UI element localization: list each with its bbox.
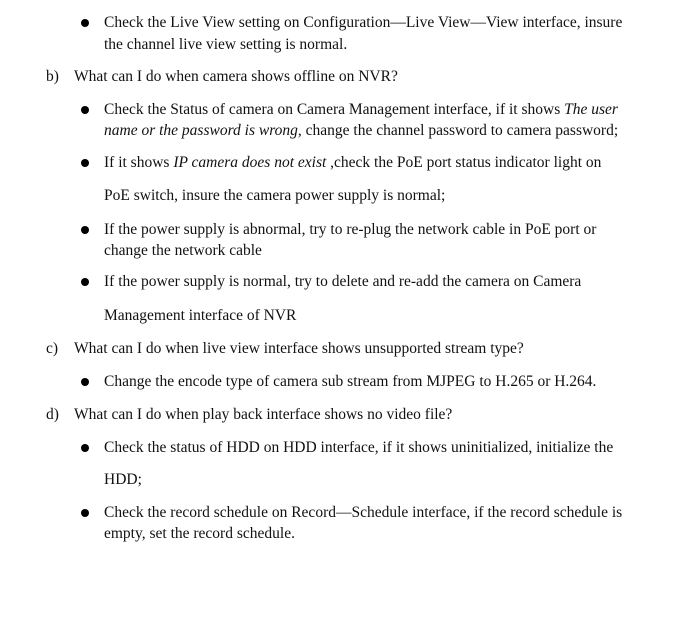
text-run: If it shows: [104, 154, 174, 171]
bullet-icon: [81, 378, 89, 386]
list-item-text: If the power supply is normal, try to delete and re-add the camera on Camera: [104, 273, 582, 290]
bullet-icon: [81, 19, 89, 27]
list-item-text: [104, 121, 618, 141]
list-item-text: Change the encode type of camera sub stream from MJPEG to H.265 or H.264.: [104, 373, 597, 390]
list-item-text: [104, 100, 618, 120]
list-item-text: Check the record schedule on Record—Schedule interface, if the record schedule is: [104, 504, 623, 521]
emphasis-text: name or the password is wrong,: [104, 122, 302, 139]
list-item-text: If the power supply is abnormal, try to re-plug the network cable in PoE port or: [104, 221, 597, 238]
text-run: ,check the PoE port status indicator light on: [326, 154, 602, 171]
section-label: d): [46, 406, 59, 423]
section-label: c): [46, 340, 59, 357]
list-item-text: Check the status of HDD on HDD interface, if it shows uninitialized, initialize the: [104, 439, 614, 456]
list-item-text: change the network cable: [104, 242, 262, 259]
list-item-text: empty, set the record schedule.: [104, 525, 295, 542]
list-item-text: Management interface of NVR: [104, 307, 297, 324]
emphasis-text: IP camera does not exist: [173, 154, 327, 171]
list-item-text: [104, 153, 601, 173]
bullet-icon: [81, 509, 89, 517]
section-label: b): [46, 68, 59, 85]
list-item-text: PoE switch, insure the camera power supply is normal;: [104, 187, 446, 204]
bullet-icon: [81, 159, 89, 167]
list-item-text: Check the Live View setting on Configuration—Live View—View interface, insure: [104, 14, 623, 31]
section-question: What can I do when play back interface shows no video file?: [74, 406, 453, 423]
section-question: What can I do when live view interface shows unsupported stream type?: [74, 340, 524, 357]
emphasis-text: The user: [564, 101, 618, 118]
text-run: Check the Status of camera on Camera Management interface, if it shows: [104, 101, 565, 118]
text-run: change the channel password to camera password;: [301, 122, 619, 139]
section-question: What can I do when camera shows offline on NVR?: [74, 68, 398, 85]
bullet-icon: [81, 278, 89, 286]
list-item-text: HDD;: [104, 471, 142, 488]
bullet-icon: [81, 444, 89, 452]
list-item-text: the channel live view setting is normal.: [104, 36, 348, 53]
bullet-icon: [81, 226, 89, 234]
bullet-icon: [81, 106, 89, 114]
